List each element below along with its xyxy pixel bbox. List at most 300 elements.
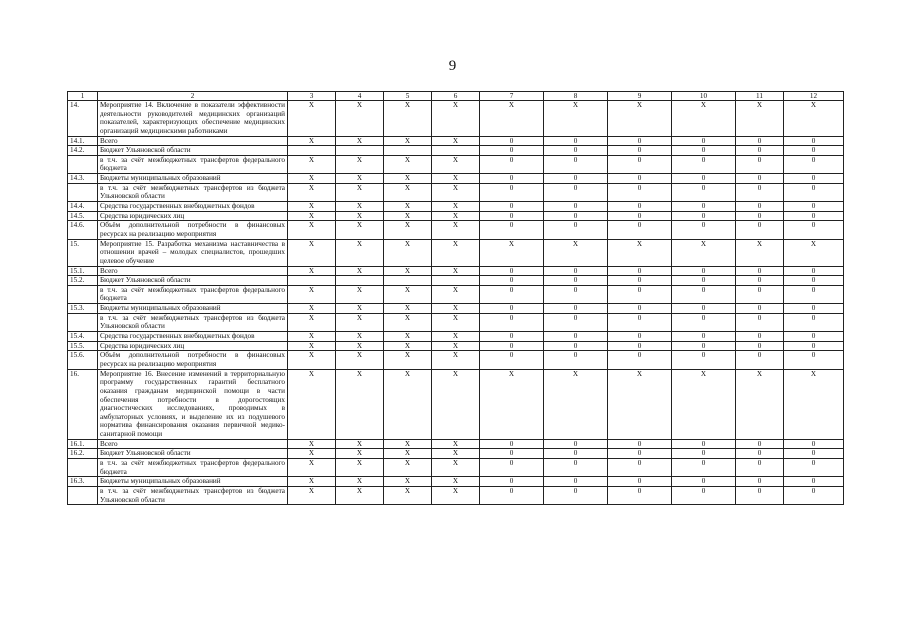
value-cell: 0: [736, 174, 784, 184]
value-cell: 0: [544, 221, 608, 239]
column-header: 12: [784, 92, 844, 101]
value-cell: X: [336, 369, 384, 439]
value-cell: X: [544, 239, 608, 266]
value-cell: X: [336, 136, 384, 146]
value-cell: X: [480, 101, 544, 137]
value-cell: X: [336, 202, 384, 212]
value-cell: 0: [608, 313, 672, 331]
row-description: Объём дополнительной потребности в финансовых ресурсах на реализацию мероприятия: [98, 351, 288, 369]
row-description: Средства юридических лиц: [98, 211, 288, 221]
row-description: Средства государственных внебюджетных фондов: [98, 202, 288, 212]
value-cell: X: [288, 304, 336, 314]
column-header: 8: [544, 92, 608, 101]
value-cell: 0: [784, 276, 844, 286]
value-cell: 0: [544, 183, 608, 201]
table-row: [68, 486, 844, 504]
column-header: 3: [288, 92, 336, 101]
value-cell: X: [432, 313, 480, 331]
column-header: 4: [336, 92, 384, 101]
value-cell: 0: [480, 351, 544, 369]
value-cell: 0: [608, 211, 672, 221]
value-cell: 0: [736, 285, 784, 303]
value-cell: 0: [784, 313, 844, 331]
value-cell: X: [336, 101, 384, 137]
value-cell: 0: [784, 155, 844, 173]
value-cell: X: [432, 136, 480, 146]
value-cell: 0: [736, 449, 784, 459]
value-cell: 0: [736, 332, 784, 342]
column-header: 10: [672, 92, 736, 101]
row-number: 14.: [68, 101, 98, 137]
value-cell: X: [432, 101, 480, 137]
value-cell: 0: [736, 351, 784, 369]
table-row: [68, 221, 844, 239]
value-cell: 0: [672, 276, 736, 286]
value-cell: [288, 146, 336, 156]
value-cell: 0: [672, 351, 736, 369]
value-cell: 0: [672, 458, 736, 476]
column-header: 1: [68, 92, 98, 101]
row-number: [68, 183, 98, 201]
value-cell: 0: [784, 304, 844, 314]
value-cell: 0: [736, 221, 784, 239]
value-cell: 0: [672, 202, 736, 212]
table-row: [68, 332, 844, 342]
row-description: Мероприятие 15. Разработка механизма наставничества в отношении врачей – молодых специалистов, прошедших целевое обучение: [98, 239, 288, 266]
row-number: 15.4.: [68, 332, 98, 342]
value-cell: 0: [608, 304, 672, 314]
table-row: [68, 239, 844, 266]
value-cell: 0: [672, 266, 736, 276]
table-row: [68, 101, 844, 137]
value-cell: X: [336, 351, 384, 369]
value-cell: X: [384, 304, 432, 314]
value-cell: 0: [672, 439, 736, 449]
table-row: [68, 341, 844, 351]
value-cell: 0: [784, 351, 844, 369]
value-cell: 0: [480, 155, 544, 173]
value-cell: 0: [736, 458, 784, 476]
value-cell: 0: [608, 174, 672, 184]
value-cell: 0: [480, 341, 544, 351]
value-cell: X: [736, 239, 784, 266]
value-cell: 0: [608, 221, 672, 239]
value-cell: 0: [480, 183, 544, 201]
table-row: [68, 174, 844, 184]
value-cell: 0: [544, 146, 608, 156]
value-cell: 0: [672, 285, 736, 303]
value-cell: 0: [784, 202, 844, 212]
table-row: [68, 477, 844, 487]
value-cell: X: [384, 101, 432, 137]
value-cell: X: [384, 174, 432, 184]
table-row: [68, 211, 844, 221]
value-cell: X: [432, 477, 480, 487]
value-cell: X: [608, 239, 672, 266]
value-cell: 0: [544, 136, 608, 146]
value-cell: 0: [672, 477, 736, 487]
value-cell: 0: [608, 486, 672, 504]
row-description: в т.ч. за счёт межбюджетных трансфертов из бюджета Ульяновской области: [98, 183, 288, 201]
value-cell: X: [432, 155, 480, 173]
value-cell: X: [384, 439, 432, 449]
value-cell: X: [384, 458, 432, 476]
value-cell: [432, 276, 480, 286]
value-cell: 0: [608, 266, 672, 276]
row-description: Бюджеты муниципальных образований: [98, 304, 288, 314]
value-cell: X: [432, 351, 480, 369]
value-cell: X: [288, 332, 336, 342]
column-header: 6: [432, 92, 480, 101]
value-cell: 0: [480, 174, 544, 184]
value-cell: X: [336, 439, 384, 449]
value-cell: 0: [736, 477, 784, 487]
value-cell: X: [736, 369, 784, 439]
value-cell: X: [384, 486, 432, 504]
value-cell: X: [336, 449, 384, 459]
value-cell: X: [336, 221, 384, 239]
value-cell: 0: [784, 477, 844, 487]
value-cell: X: [288, 351, 336, 369]
value-cell: X: [288, 202, 336, 212]
value-cell: X: [288, 486, 336, 504]
row-number: 15.1.: [68, 266, 98, 276]
row-description: в т.ч. за счёт межбюджетных трансфертов федерального бюджета: [98, 458, 288, 476]
value-cell: 0: [672, 136, 736, 146]
value-cell: X: [336, 477, 384, 487]
column-header: 2: [98, 92, 288, 101]
row-number: [68, 313, 98, 331]
value-cell: 0: [480, 136, 544, 146]
financing-table: [67, 91, 844, 505]
value-cell: X: [336, 458, 384, 476]
value-cell: X: [336, 239, 384, 266]
value-cell: 0: [784, 211, 844, 221]
value-cell: 0: [480, 449, 544, 459]
value-cell: X: [432, 486, 480, 504]
value-cell: 0: [784, 136, 844, 146]
row-description: Всего: [98, 136, 288, 146]
value-cell: 0: [736, 439, 784, 449]
value-cell: X: [384, 221, 432, 239]
value-cell: 0: [480, 304, 544, 314]
value-cell: 0: [544, 304, 608, 314]
value-cell: 0: [480, 146, 544, 156]
value-cell: 0: [608, 285, 672, 303]
value-cell: [432, 146, 480, 156]
row-description: Мероприятие 16. Внесение изменений в территориальную программу государственных гарантий бесплатного оказания гражданам медицинской помощи в части обеспечения потребности в дорогостоящих диагностических исследованиях, проводимых в амбулаторных условиях, и выделение их из подушевого норматива финансирования оказания первичной медико-санитарной помощи: [98, 369, 288, 439]
value-cell: [384, 146, 432, 156]
value-cell: X: [480, 239, 544, 266]
value-cell: 0: [672, 486, 736, 504]
value-cell: 0: [480, 202, 544, 212]
value-cell: 0: [480, 458, 544, 476]
row-number: 15.5.: [68, 341, 98, 351]
value-cell: X: [784, 369, 844, 439]
column-header: 11: [736, 92, 784, 101]
value-cell: 0: [736, 183, 784, 201]
row-description: в т.ч. за счёт межбюджетных трансфертов из бюджета Ульяновской области: [98, 486, 288, 504]
value-cell: 0: [736, 202, 784, 212]
value-cell: X: [336, 341, 384, 351]
value-cell: X: [544, 369, 608, 439]
value-cell: 0: [784, 449, 844, 459]
value-cell: X: [336, 183, 384, 201]
value-cell: 0: [736, 304, 784, 314]
value-cell: X: [336, 266, 384, 276]
row-description: Бюджет Ульяновской области: [98, 146, 288, 156]
value-cell: 0: [480, 211, 544, 221]
value-cell: 0: [672, 211, 736, 221]
value-cell: 0: [736, 136, 784, 146]
row-description: в т.ч. за счёт межбюджетных трансфертов федерального бюджета: [98, 285, 288, 303]
table-row: [68, 369, 844, 439]
value-cell: X: [432, 285, 480, 303]
row-number: [68, 155, 98, 173]
row-number: 14.4.: [68, 202, 98, 212]
value-cell: X: [384, 369, 432, 439]
value-cell: 0: [784, 486, 844, 504]
value-cell: X: [432, 439, 480, 449]
column-header: 5: [384, 92, 432, 101]
value-cell: X: [432, 266, 480, 276]
value-cell: X: [336, 332, 384, 342]
row-number: 16.3.: [68, 477, 98, 487]
row-number: [68, 458, 98, 476]
row-description: Бюджеты муниципальных образований: [98, 174, 288, 184]
value-cell: 0: [736, 341, 784, 351]
value-cell: 0: [736, 276, 784, 286]
value-cell: 0: [608, 276, 672, 286]
value-cell: X: [288, 136, 336, 146]
value-cell: 0: [672, 304, 736, 314]
value-cell: 0: [672, 341, 736, 351]
value-cell: 0: [736, 155, 784, 173]
value-cell: X: [336, 486, 384, 504]
value-cell: X: [384, 449, 432, 459]
value-cell: 0: [480, 439, 544, 449]
table-row: [68, 202, 844, 212]
value-cell: 0: [544, 439, 608, 449]
row-number: 15.3.: [68, 304, 98, 314]
value-cell: X: [336, 174, 384, 184]
table-row: [68, 136, 844, 146]
value-cell: X: [288, 458, 336, 476]
value-cell: 0: [608, 332, 672, 342]
value-cell: X: [384, 183, 432, 201]
value-cell: 0: [784, 458, 844, 476]
value-cell: 0: [480, 313, 544, 331]
value-cell: [288, 276, 336, 286]
row-number: 15.: [68, 239, 98, 266]
table-body: [68, 92, 844, 505]
value-cell: 0: [544, 313, 608, 331]
value-cell: X: [432, 221, 480, 239]
value-cell: 0: [608, 449, 672, 459]
value-cell: X: [288, 439, 336, 449]
value-cell: 0: [608, 146, 672, 156]
value-cell: X: [608, 101, 672, 137]
value-cell: 0: [544, 341, 608, 351]
value-cell: 0: [480, 332, 544, 342]
value-cell: [336, 146, 384, 156]
row-number: 14.5.: [68, 211, 98, 221]
value-cell: 0: [672, 155, 736, 173]
table-row: [68, 439, 844, 449]
value-cell: 0: [608, 155, 672, 173]
table-row: [68, 183, 844, 201]
row-number: 16.: [68, 369, 98, 439]
value-cell: 0: [608, 351, 672, 369]
value-cell: X: [288, 174, 336, 184]
value-cell: X: [432, 202, 480, 212]
value-cell: X: [384, 351, 432, 369]
row-number: 14.1.: [68, 136, 98, 146]
value-cell: 0: [784, 439, 844, 449]
value-cell: 0: [544, 174, 608, 184]
row-description: в т.ч. за счёт межбюджетных трансфертов федерального бюджета: [98, 155, 288, 173]
row-number: [68, 486, 98, 504]
row-number: 14.2.: [68, 146, 98, 156]
value-cell: X: [336, 211, 384, 221]
value-cell: X: [384, 239, 432, 266]
row-number: 15.2.: [68, 276, 98, 286]
value-cell: [384, 276, 432, 286]
value-cell: X: [288, 239, 336, 266]
value-cell: X: [288, 449, 336, 459]
row-number: [68, 285, 98, 303]
value-cell: X: [432, 174, 480, 184]
table-row: [68, 146, 844, 156]
table-row: [68, 313, 844, 331]
value-cell: 0: [672, 174, 736, 184]
value-cell: 0: [480, 486, 544, 504]
value-cell: 0: [544, 266, 608, 276]
table-row: [68, 304, 844, 314]
value-cell: 0: [608, 458, 672, 476]
table-row: [68, 285, 844, 303]
value-cell: 0: [784, 146, 844, 156]
value-cell: X: [384, 202, 432, 212]
value-cell: X: [672, 369, 736, 439]
value-cell: X: [432, 211, 480, 221]
value-cell: X: [432, 369, 480, 439]
table-row: [68, 276, 844, 286]
row-description: Объём дополнительной потребности в финансовых ресурсах на реализацию мероприятия: [98, 221, 288, 239]
value-cell: X: [784, 101, 844, 137]
value-cell: 0: [736, 486, 784, 504]
value-cell: X: [288, 369, 336, 439]
row-number: 15.6.: [68, 351, 98, 369]
value-cell: 0: [672, 313, 736, 331]
page-number: 9: [448, 58, 457, 74]
value-cell: X: [336, 313, 384, 331]
value-cell: 0: [608, 183, 672, 201]
value-cell: X: [432, 304, 480, 314]
value-cell: 0: [608, 439, 672, 449]
value-cell: [336, 276, 384, 286]
value-cell: X: [432, 458, 480, 476]
value-cell: 0: [672, 449, 736, 459]
value-cell: 0: [784, 221, 844, 239]
row-number: 14.3.: [68, 174, 98, 184]
row-description: Бюджет Ульяновской области: [98, 276, 288, 286]
table-row: [68, 155, 844, 173]
value-cell: X: [288, 266, 336, 276]
value-cell: X: [336, 304, 384, 314]
value-cell: 0: [544, 449, 608, 459]
row-description: Бюджеты муниципальных образований: [98, 477, 288, 487]
value-cell: 0: [784, 183, 844, 201]
value-cell: X: [384, 332, 432, 342]
value-cell: 0: [672, 332, 736, 342]
value-cell: 0: [608, 341, 672, 351]
value-cell: 0: [784, 266, 844, 276]
value-cell: 0: [544, 332, 608, 342]
row-description: Средства государственных внебюджетных фондов: [98, 332, 288, 342]
value-cell: X: [736, 101, 784, 137]
value-cell: 0: [544, 276, 608, 286]
table-row: [68, 458, 844, 476]
value-cell: X: [432, 183, 480, 201]
value-cell: 0: [544, 351, 608, 369]
value-cell: 0: [544, 155, 608, 173]
row-number: 16.1.: [68, 439, 98, 449]
value-cell: X: [672, 239, 736, 266]
value-cell: 0: [544, 477, 608, 487]
value-cell: X: [288, 285, 336, 303]
value-cell: 0: [480, 276, 544, 286]
value-cell: X: [288, 341, 336, 351]
value-cell: X: [288, 155, 336, 173]
row-description: Средства юридических лиц: [98, 341, 288, 351]
value-cell: 0: [784, 341, 844, 351]
value-cell: 0: [736, 313, 784, 331]
value-cell: 0: [544, 211, 608, 221]
value-cell: 0: [784, 174, 844, 184]
value-cell: X: [544, 101, 608, 137]
row-description: Бюджет Ульяновской области: [98, 449, 288, 459]
value-cell: X: [288, 101, 336, 137]
value-cell: X: [432, 341, 480, 351]
table-row: [68, 449, 844, 459]
value-cell: X: [384, 266, 432, 276]
value-cell: X: [288, 313, 336, 331]
column-header: 7: [480, 92, 544, 101]
value-cell: 0: [608, 136, 672, 146]
row-description: Всего: [98, 439, 288, 449]
value-cell: X: [288, 183, 336, 201]
value-cell: X: [480, 369, 544, 439]
value-cell: X: [336, 155, 384, 173]
row-number: 14.6.: [68, 221, 98, 239]
value-cell: 0: [480, 221, 544, 239]
value-cell: X: [288, 477, 336, 487]
value-cell: 0: [544, 458, 608, 476]
row-description: Всего: [98, 266, 288, 276]
value-cell: 0: [784, 285, 844, 303]
value-cell: X: [432, 449, 480, 459]
value-cell: 0: [672, 221, 736, 239]
value-cell: X: [384, 285, 432, 303]
value-cell: 0: [480, 285, 544, 303]
row-number: 16.2.: [68, 449, 98, 459]
value-cell: X: [384, 136, 432, 146]
value-cell: X: [336, 285, 384, 303]
value-cell: 0: [736, 146, 784, 156]
value-cell: X: [384, 155, 432, 173]
row-description: Мероприятие 14. Включение в показатели эффективности деятельности руководителей медицинских организаций показателей, характеризующих обеспечение медицинских организаций медицинскими работниками: [98, 101, 288, 137]
